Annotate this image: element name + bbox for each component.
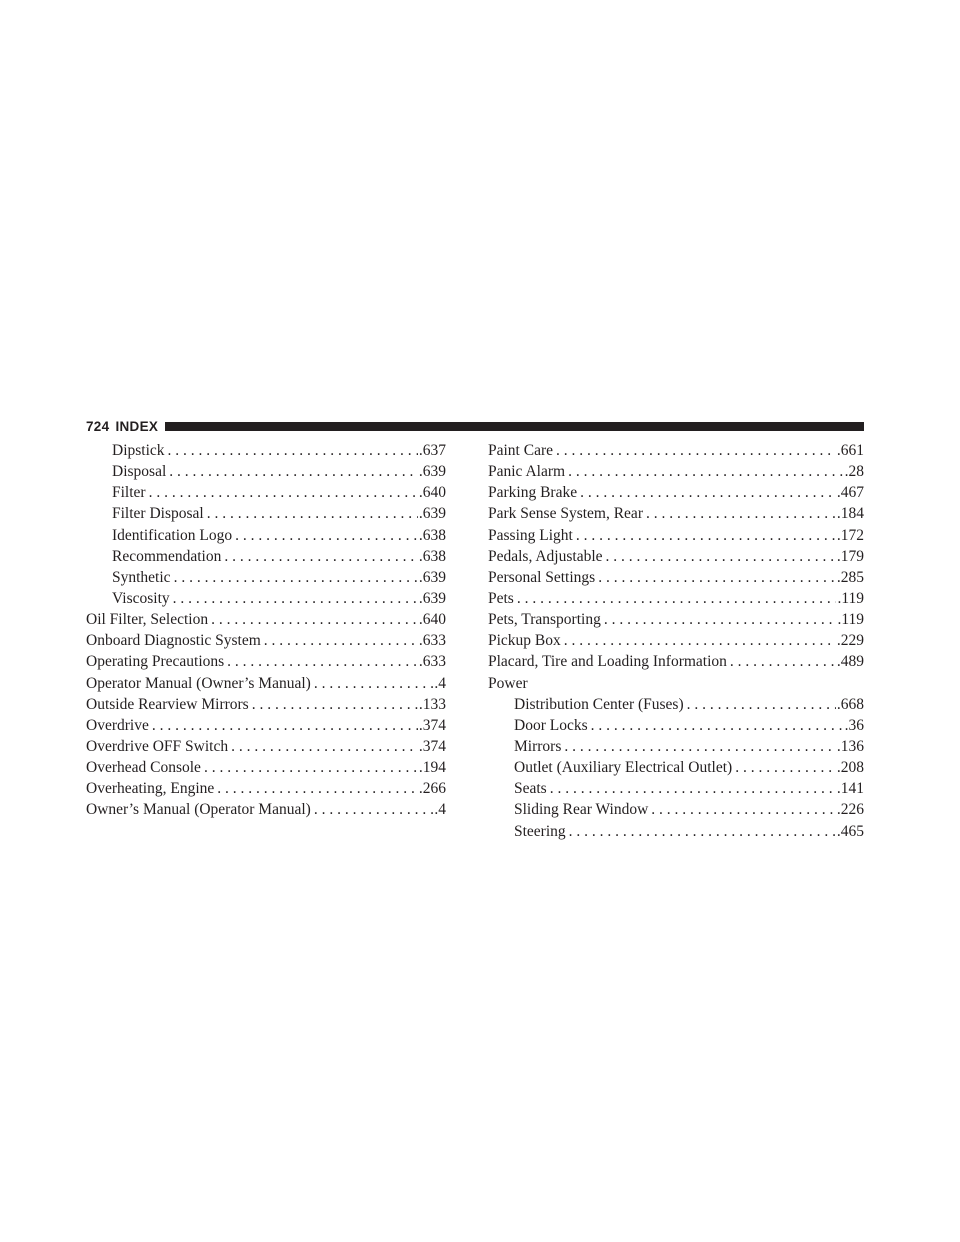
index-page-number: .467 <box>836 484 864 502</box>
dot-leader <box>603 546 836 567</box>
dot-leader <box>221 546 418 567</box>
index-page-number: .141 <box>836 780 864 798</box>
index-entry <box>488 736 864 757</box>
index-entry <box>86 799 446 820</box>
index-term: Seats <box>514 780 547 798</box>
index-entry <box>86 503 446 524</box>
index-page-number: .4 <box>434 801 446 819</box>
index-page-number: .633 <box>418 653 446 671</box>
dot-leader <box>204 503 418 524</box>
index-term: Onboard Diagnostic System <box>86 632 261 650</box>
dot-leader <box>643 503 836 524</box>
index-page-number: .28 <box>844 463 864 481</box>
index-term: Sliding Rear Window <box>514 801 649 819</box>
index-term: Overhead Console <box>86 759 201 777</box>
index-term: Viscosity <box>112 589 170 607</box>
dot-leader <box>727 651 836 672</box>
dot-leader <box>311 799 434 820</box>
index-term: Panic Alarm <box>488 463 566 481</box>
dot-leader <box>201 757 418 778</box>
index-column-right <box>488 440 864 842</box>
index-term: Personal Settings <box>488 568 596 586</box>
index-page-number: .640 <box>418 484 446 502</box>
index-term: Steering <box>514 822 566 840</box>
index-term: Oil Filter, Selection <box>86 611 209 629</box>
dot-leader <box>648 799 836 820</box>
dot-leader <box>577 482 836 503</box>
index-entry <box>488 482 864 503</box>
index-term: Distribution Center (Fuses) <box>514 695 684 713</box>
dot-leader <box>566 821 836 842</box>
index-term: Pedals, Adjustable <box>488 547 603 565</box>
index-term: Operator Manual (Owner’s Manual) <box>86 674 311 692</box>
dot-leader <box>228 736 418 757</box>
index-entry <box>488 630 864 651</box>
index-term: Parking Brake <box>488 484 578 502</box>
dot-leader <box>561 630 836 651</box>
index-term: Identification Logo <box>112 526 233 544</box>
dot-leader <box>208 609 418 630</box>
dot-leader <box>171 567 418 588</box>
index-entry <box>86 757 446 778</box>
index-entry <box>86 609 446 630</box>
dot-leader <box>166 461 418 482</box>
index-entry <box>488 821 864 842</box>
index-page-number: .285 <box>836 568 864 586</box>
index-entry <box>86 588 446 609</box>
index-page-number: .465 <box>836 822 864 840</box>
index-page-number: .374 <box>418 737 446 755</box>
index-entry <box>86 673 446 694</box>
dot-leader <box>149 715 418 736</box>
index-page-number: .639 <box>418 463 446 481</box>
index-entry <box>488 715 864 736</box>
index-page-number: .226 <box>836 801 864 819</box>
index-term: Door Locks <box>514 716 588 734</box>
index-entry <box>488 694 864 715</box>
index-term: Passing Light <box>488 526 573 544</box>
index-entry <box>86 461 446 482</box>
page-number: 724 <box>86 418 110 434</box>
dot-leader <box>595 567 836 588</box>
index-entry <box>86 715 446 736</box>
index-term: Placard, Tire and Loading Information <box>488 653 727 671</box>
index-page-number: .136 <box>836 737 864 755</box>
index-page-number: .179 <box>836 547 864 565</box>
dot-leader <box>214 778 418 799</box>
index-entry <box>86 651 446 672</box>
index-page-number: .4 <box>434 674 446 692</box>
index-entry <box>488 588 864 609</box>
index-entry <box>488 651 864 672</box>
index-entry <box>86 778 446 799</box>
index-page-number: .374 <box>418 716 446 734</box>
index-term: Overdrive <box>86 716 149 734</box>
index-entry <box>86 630 446 651</box>
dot-leader <box>249 694 418 715</box>
index-term: Owner’s Manual (Operator Manual) <box>86 801 311 819</box>
header-rule <box>165 422 864 431</box>
index-entry <box>488 567 864 588</box>
dot-leader <box>588 715 844 736</box>
index-term: Power <box>488 674 528 692</box>
index-term: Outside Rearview Mirrors <box>86 695 249 713</box>
index-entry <box>86 525 446 546</box>
index-term: Synthetic <box>112 568 171 586</box>
index-page-number: .229 <box>836 632 864 650</box>
index-entry <box>86 567 446 588</box>
dot-leader <box>224 651 418 672</box>
dot-leader <box>684 694 836 715</box>
index-page-number: .638 <box>418 526 446 544</box>
index-entry <box>86 482 446 503</box>
index-page-number: .661 <box>836 442 864 459</box>
section-title: INDEX <box>115 418 159 434</box>
dot-leader <box>261 630 418 651</box>
index-term: Mirrors <box>514 737 562 755</box>
index-page-number: .36 <box>844 716 864 734</box>
index-entry <box>488 546 864 567</box>
index-entry <box>488 503 864 524</box>
index-entry <box>488 440 864 461</box>
index-entry <box>488 461 864 482</box>
index-page-number: .133 <box>418 695 446 713</box>
index-term: Disposal <box>112 463 167 481</box>
dot-leader <box>170 588 418 609</box>
index-entry <box>86 440 446 461</box>
index-term: Overheating, Engine <box>86 780 215 798</box>
dot-leader <box>565 461 844 482</box>
index-entry <box>488 778 864 799</box>
dot-leader <box>553 440 836 461</box>
dot-leader <box>514 588 837 609</box>
index-page-number: .208 <box>836 759 864 777</box>
page-header <box>86 418 864 434</box>
index-page-number: .119 <box>837 589 864 607</box>
index-page-number: .172 <box>836 526 864 544</box>
index-entry <box>86 546 446 567</box>
index-page-number: .639 <box>418 589 446 607</box>
index-term: Outlet (Auxiliary Electrical Outlet) <box>514 759 733 777</box>
index-page-number: .489 <box>836 653 864 671</box>
index-page-number: .668 <box>836 695 864 713</box>
dot-leader <box>311 673 434 694</box>
dot-leader <box>547 778 836 799</box>
index-page-number: .266 <box>418 780 446 798</box>
index-page-number: .184 <box>836 505 864 523</box>
index-entry <box>488 799 864 820</box>
index-term: Overdrive OFF Switch <box>86 737 229 755</box>
index-page-number: .639 <box>418 568 446 586</box>
index-term: Park Sense System, Rear <box>488 505 643 523</box>
index-entry <box>86 694 446 715</box>
index-page-number: .637 <box>418 442 446 459</box>
index-entry <box>86 736 446 757</box>
index-page-number: .640 <box>418 611 446 629</box>
index-page-number: .638 <box>418 547 446 565</box>
index-page-number: .633 <box>418 632 446 650</box>
index-term: Operating Precautions <box>86 653 225 671</box>
dot-leader <box>601 609 837 630</box>
index-page-number: .119 <box>837 611 864 629</box>
index-term: Pets, Transporting <box>488 611 601 629</box>
index-entry <box>488 609 864 630</box>
dot-leader <box>732 757 836 778</box>
dot-leader <box>165 440 418 461</box>
dot-leader <box>573 525 836 546</box>
index-entry <box>488 673 864 694</box>
index-entry <box>488 525 864 546</box>
index-term: Paint Care <box>488 442 553 459</box>
dot-leader <box>146 482 418 503</box>
index-term: Dipstick <box>112 442 165 459</box>
index-column-left <box>86 440 446 821</box>
index-term: Filter Disposal <box>112 505 204 523</box>
index-term: Recommendation <box>112 547 222 565</box>
index-page-number: .194 <box>418 759 446 777</box>
dot-leader <box>232 525 418 546</box>
index-entry <box>488 757 864 778</box>
index-page-number: .639 <box>418 505 446 523</box>
index-term: Filter <box>112 484 146 502</box>
index-term: Pickup Box <box>488 632 561 650</box>
dot-leader <box>561 736 836 757</box>
index-term: Pets <box>488 589 514 607</box>
